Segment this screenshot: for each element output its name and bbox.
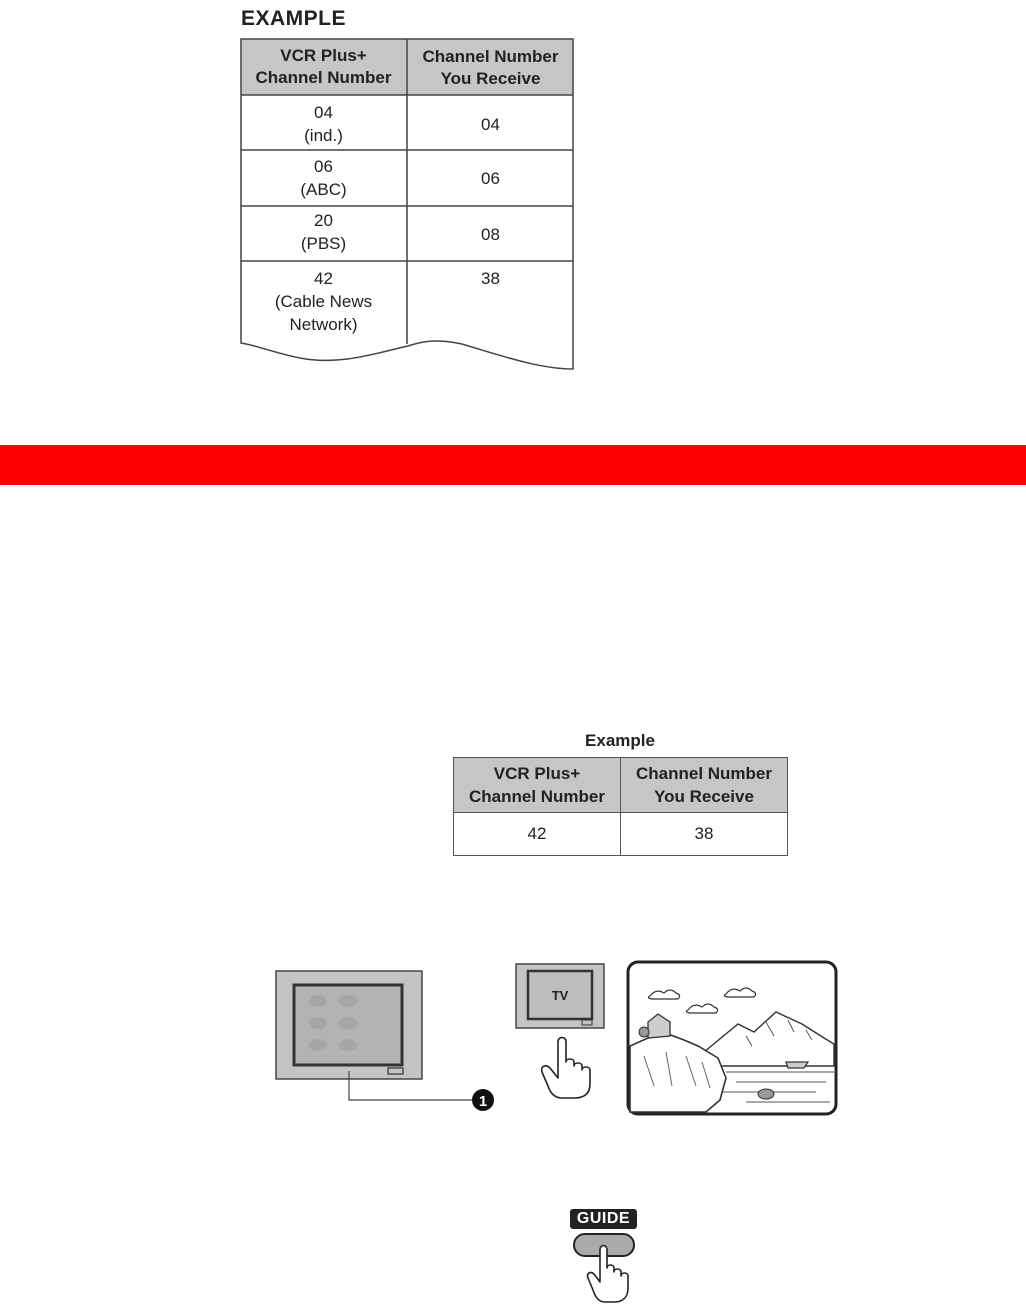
panel-indicator: [388, 1068, 403, 1074]
header-vcr-plus: [240, 45, 407, 89]
table-header-row: [454, 758, 788, 813]
guide-button-illustration: [570, 1228, 640, 1308]
header-line: Channel Number: [255, 68, 392, 87]
cell-line: 04: [314, 103, 333, 122]
cell-line: (PBS): [300, 234, 347, 253]
header-vcr-plus: [454, 758, 621, 813]
tv-button-indicator: [582, 1020, 592, 1025]
boat-icon: [786, 1062, 808, 1068]
cell-line: 06: [314, 157, 333, 176]
tv-button-label: TV: [551, 988, 569, 1003]
example-small-title: Example: [585, 731, 655, 750]
tv-landscape-illustration: [626, 960, 838, 1118]
ghost-button: [339, 1017, 357, 1029]
receive-channel-cell: 38: [481, 269, 500, 288]
ghost-button: [309, 1039, 327, 1051]
cell-line: (ABC): [300, 180, 347, 199]
rock-icon: [758, 1089, 774, 1099]
receive-channel-cell: 08: [481, 225, 500, 244]
ghost-button: [339, 995, 357, 1007]
table-row: [454, 813, 788, 856]
pointing-hand-icon: [542, 1038, 590, 1099]
header-line: VCR Plus+: [280, 46, 367, 65]
header-channel-receive: [407, 46, 574, 90]
tv-button-illustration: [514, 962, 606, 1102]
header-line: Channel Number: [635, 764, 773, 783]
header-line: You Receive: [654, 787, 754, 806]
ghost-button: [309, 995, 327, 1007]
example-table-top: [240, 38, 574, 374]
example-table-small: [453, 757, 788, 856]
step-number-label: 1: [478, 1093, 488, 1110]
guide-button-label: GUIDE: [570, 1209, 637, 1229]
vcr-channel-cell: [240, 267, 407, 336]
cell-line: 20: [314, 211, 333, 230]
ghost-button: [309, 1017, 327, 1029]
red-banner: [0, 445, 1026, 485]
ghost-button: [339, 1039, 357, 1051]
vcr-channel-cell: [240, 101, 407, 147]
cell-line: Network): [289, 315, 358, 334]
header-line: You Receive: [440, 69, 541, 88]
receive-channel-cell: 04: [481, 115, 500, 134]
header-channel-receive: [621, 758, 788, 813]
receive-channel-cell: 06: [481, 169, 500, 188]
vcr-channel-cell: [240, 209, 407, 255]
vcr-channel-cell: 42: [454, 813, 621, 856]
receive-channel-cell: 38: [621, 813, 788, 856]
vcr-channel-cell: [240, 155, 407, 201]
cell-line: 42: [314, 269, 333, 288]
header-line: Channel Number: [422, 47, 559, 66]
header-line: VCR Plus+: [493, 764, 581, 783]
tree-icon: [639, 1027, 649, 1037]
header-line: Channel Number: [468, 787, 606, 806]
cell-line: (ind.): [304, 126, 343, 145]
example-title: EXAMPLE: [241, 7, 347, 30]
remote-panel-illustration: [270, 965, 510, 1115]
cell-line: (Cable News: [274, 292, 373, 311]
